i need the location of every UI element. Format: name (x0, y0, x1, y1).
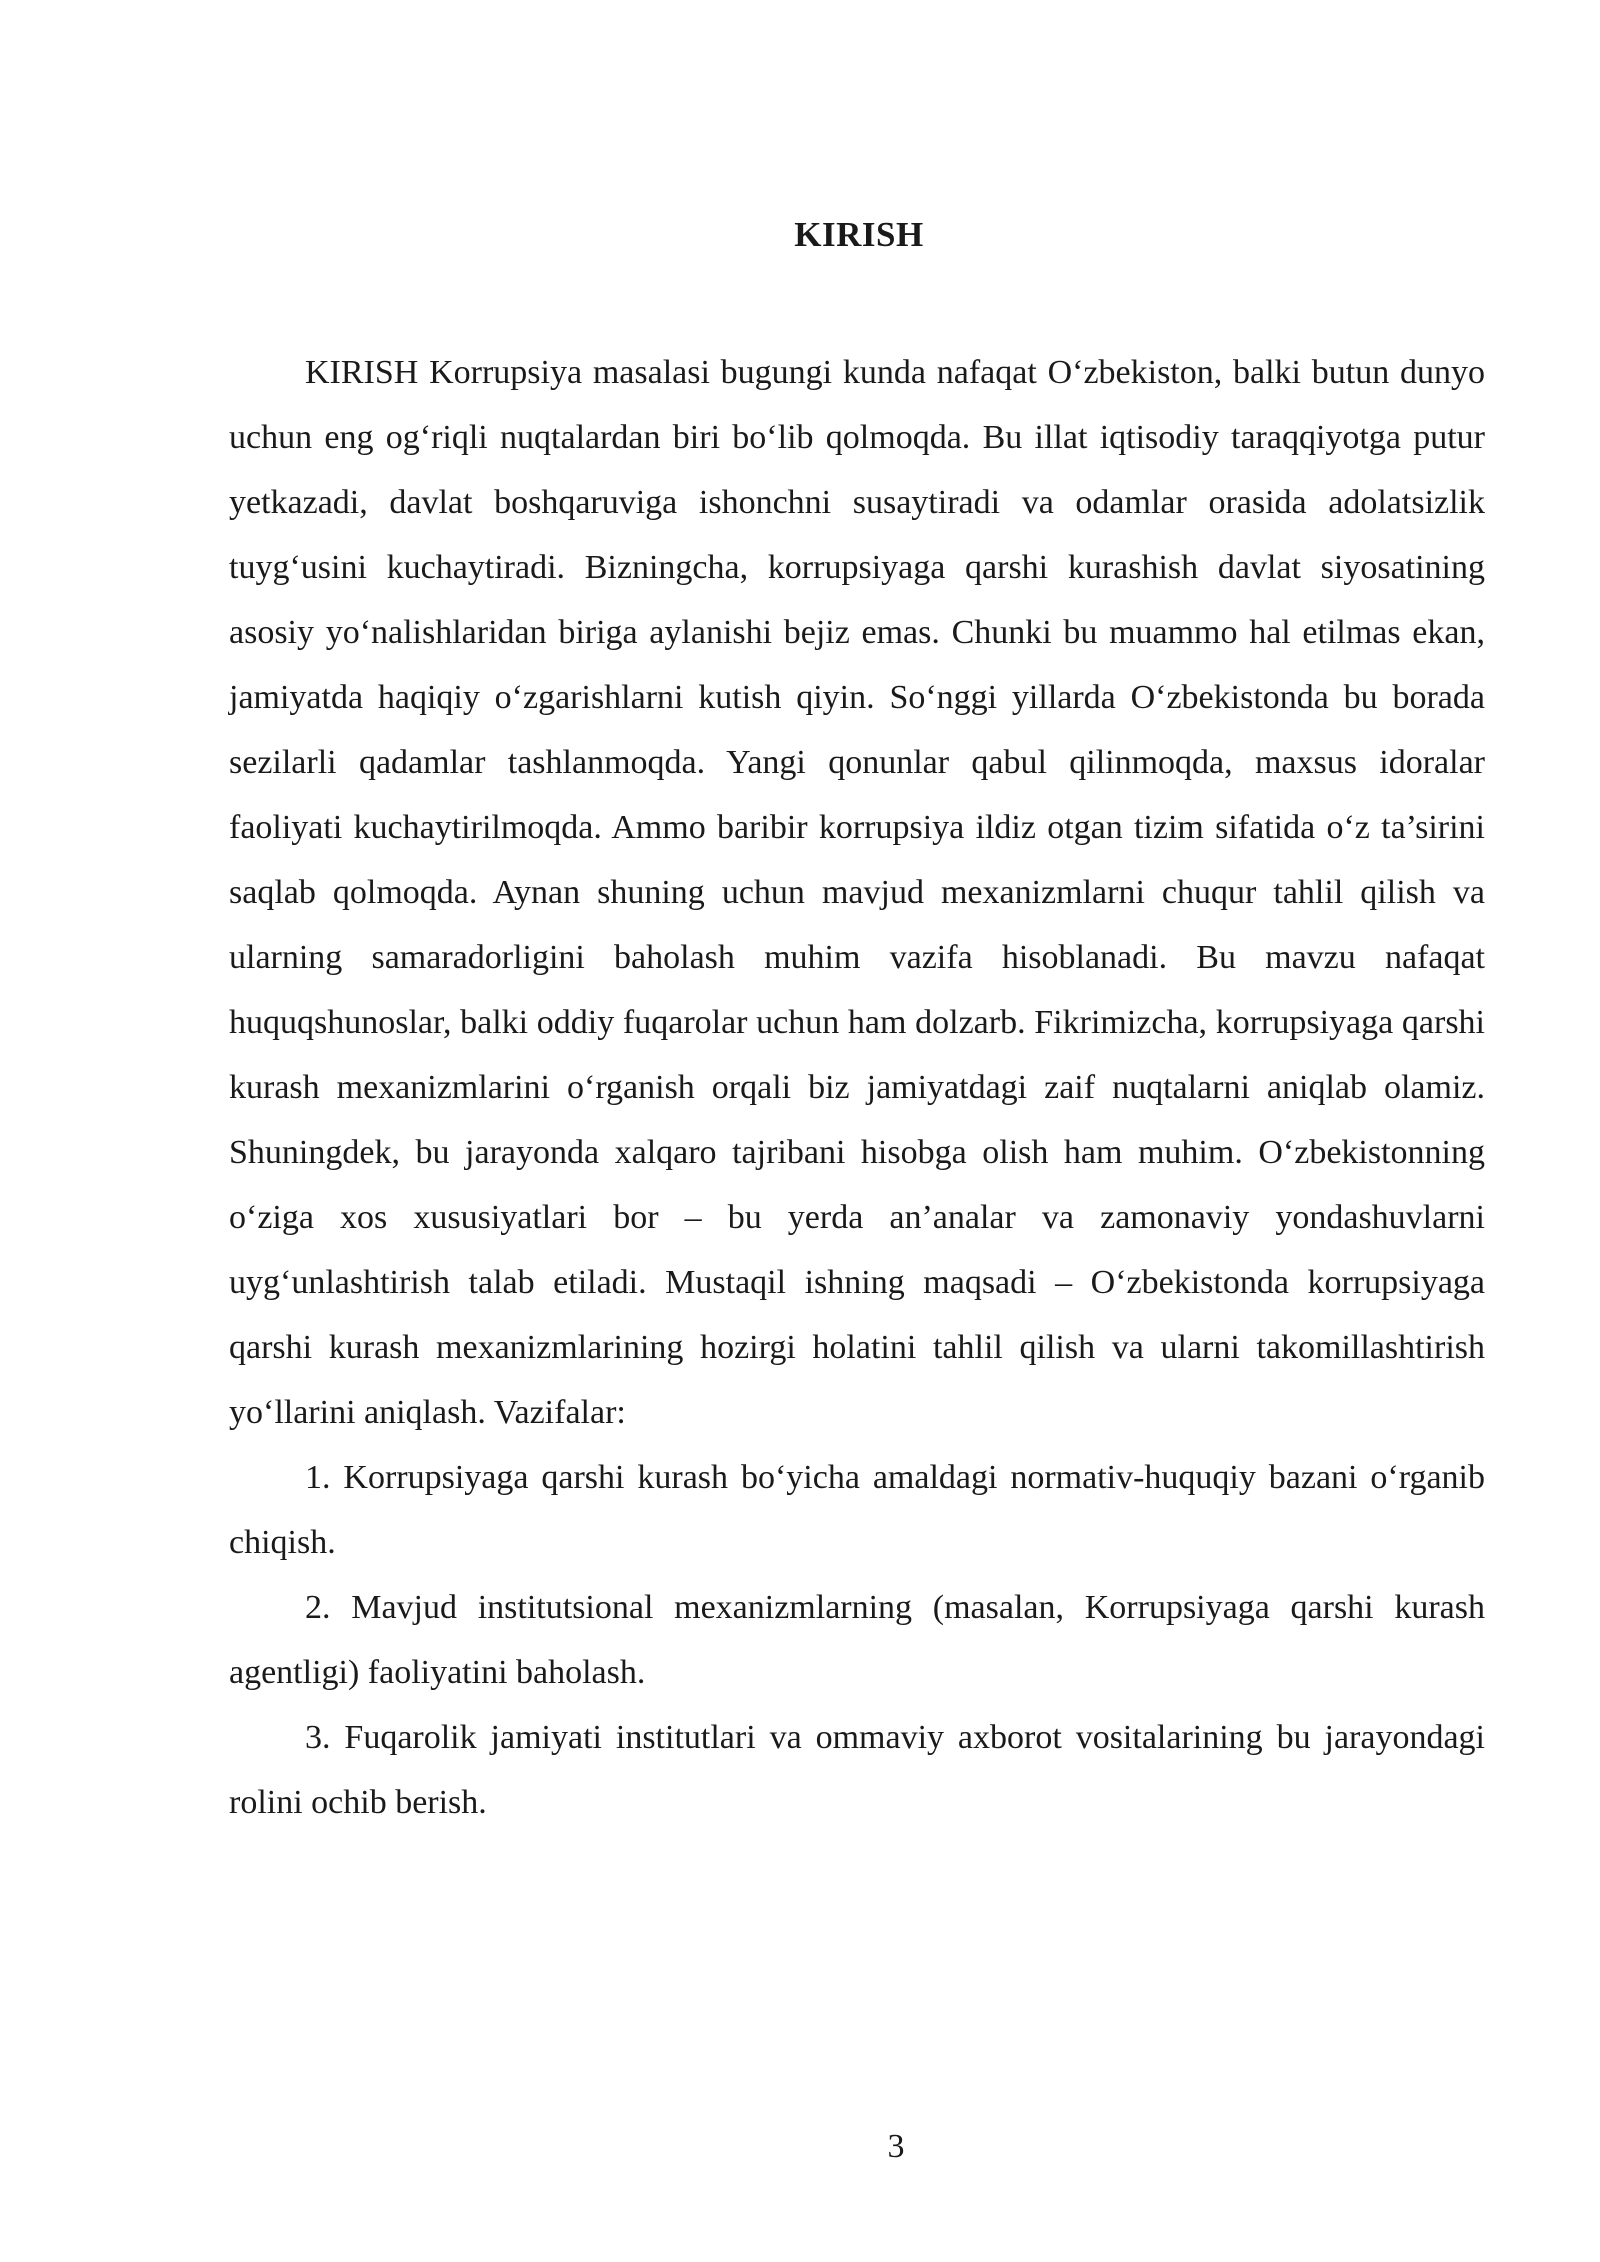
task-item-2: 2. Mavjud institutsional mexanizmlarning (masalan, Korrupsiyaga qarshi kurash agentligi) faoliyatini baholash. (229, 1589, 1485, 1691)
intro-paragraph: KIRISH Korrupsiya masalasi bugungi kunda nafaqat O‘zbekiston, balki butun dunyo uchun eng og‘riqli nuqtalardan biri bo‘lib qolmoqda. Bu illat iqtisodiy taraqqiyotga putur yetkazadi, davlat boshqaruviga ishonchni susaytiradi va odamlar orasida adolatsizlik tuyg‘usini kuchaytiradi. Bizningcha, korrupsiyaga qarshi kurashish davlat siyosatining asosiy yo‘nalishlaridan biriga aylanishi bejiz emas. Chunki bu muammo hal etilmas ekan, jamiyatda haqiqiy o‘zgarishlarni kutish qiyin. So‘nggi yillarda O‘zbekistonda bu borada sezilarli qadamlar tashlanmoqda. Yangi qonunlar qabul qilinmoqda, maxsus idoralar faoliyati kuchaytirilmoqda. Ammo baribir korrupsiya ildiz otgan tizim sifatida o‘z ta’sirini saqlab qolmoqda. Aynan shuning uchun mavjud mexanizmlarni chuqur tahlil qilish va ularning samaradorligini baholash muhim vazifa hisoblanadi. Bu mavzu nafaqat huquqshunoslar, balki oddiy fuqarolar uchun ham dolzarb. Fikrimizcha, korrupsiyaga qarshi kurash mexanizmlarini o‘rganish orqali biz jamiyatdagi zaif nuqtalarni aniqlab olamiz. Shuningdek, bu jarayonda xalqaro tajribani hisobga olish ham muhim. O‘zbekistonning o‘ziga xos xususiyatlari bor – bu yerda an’analar va zamonaviy yondashuvlarni uyg‘unlashtirish talab etiladi. Mustaqil ishning maqsadi – O‘zbekistonda korrupsiyaga qarshi kurash mexanizmlarining hozirgi holatini tahlil qilish va ularni takomillashtirish yo‘llarini aniqlash. Vazifalar: (229, 354, 1485, 1431)
body-text (229, 340, 1485, 1835)
task-item-1: 1. Korrupsiyaga qarshi kurash bo‘yicha amaldagi normativ-huquqiy bazani o‘rganib chiqish. (229, 1459, 1485, 1561)
task-item-3: 3. Fuqarolik jamiyati institutlari va ommaviy axborot vositalarining bu jarayondagi rolini ochib berish. (229, 1719, 1485, 1821)
page-number: 3 (887, 2128, 905, 2165)
page-title: KIRISH (794, 215, 924, 254)
